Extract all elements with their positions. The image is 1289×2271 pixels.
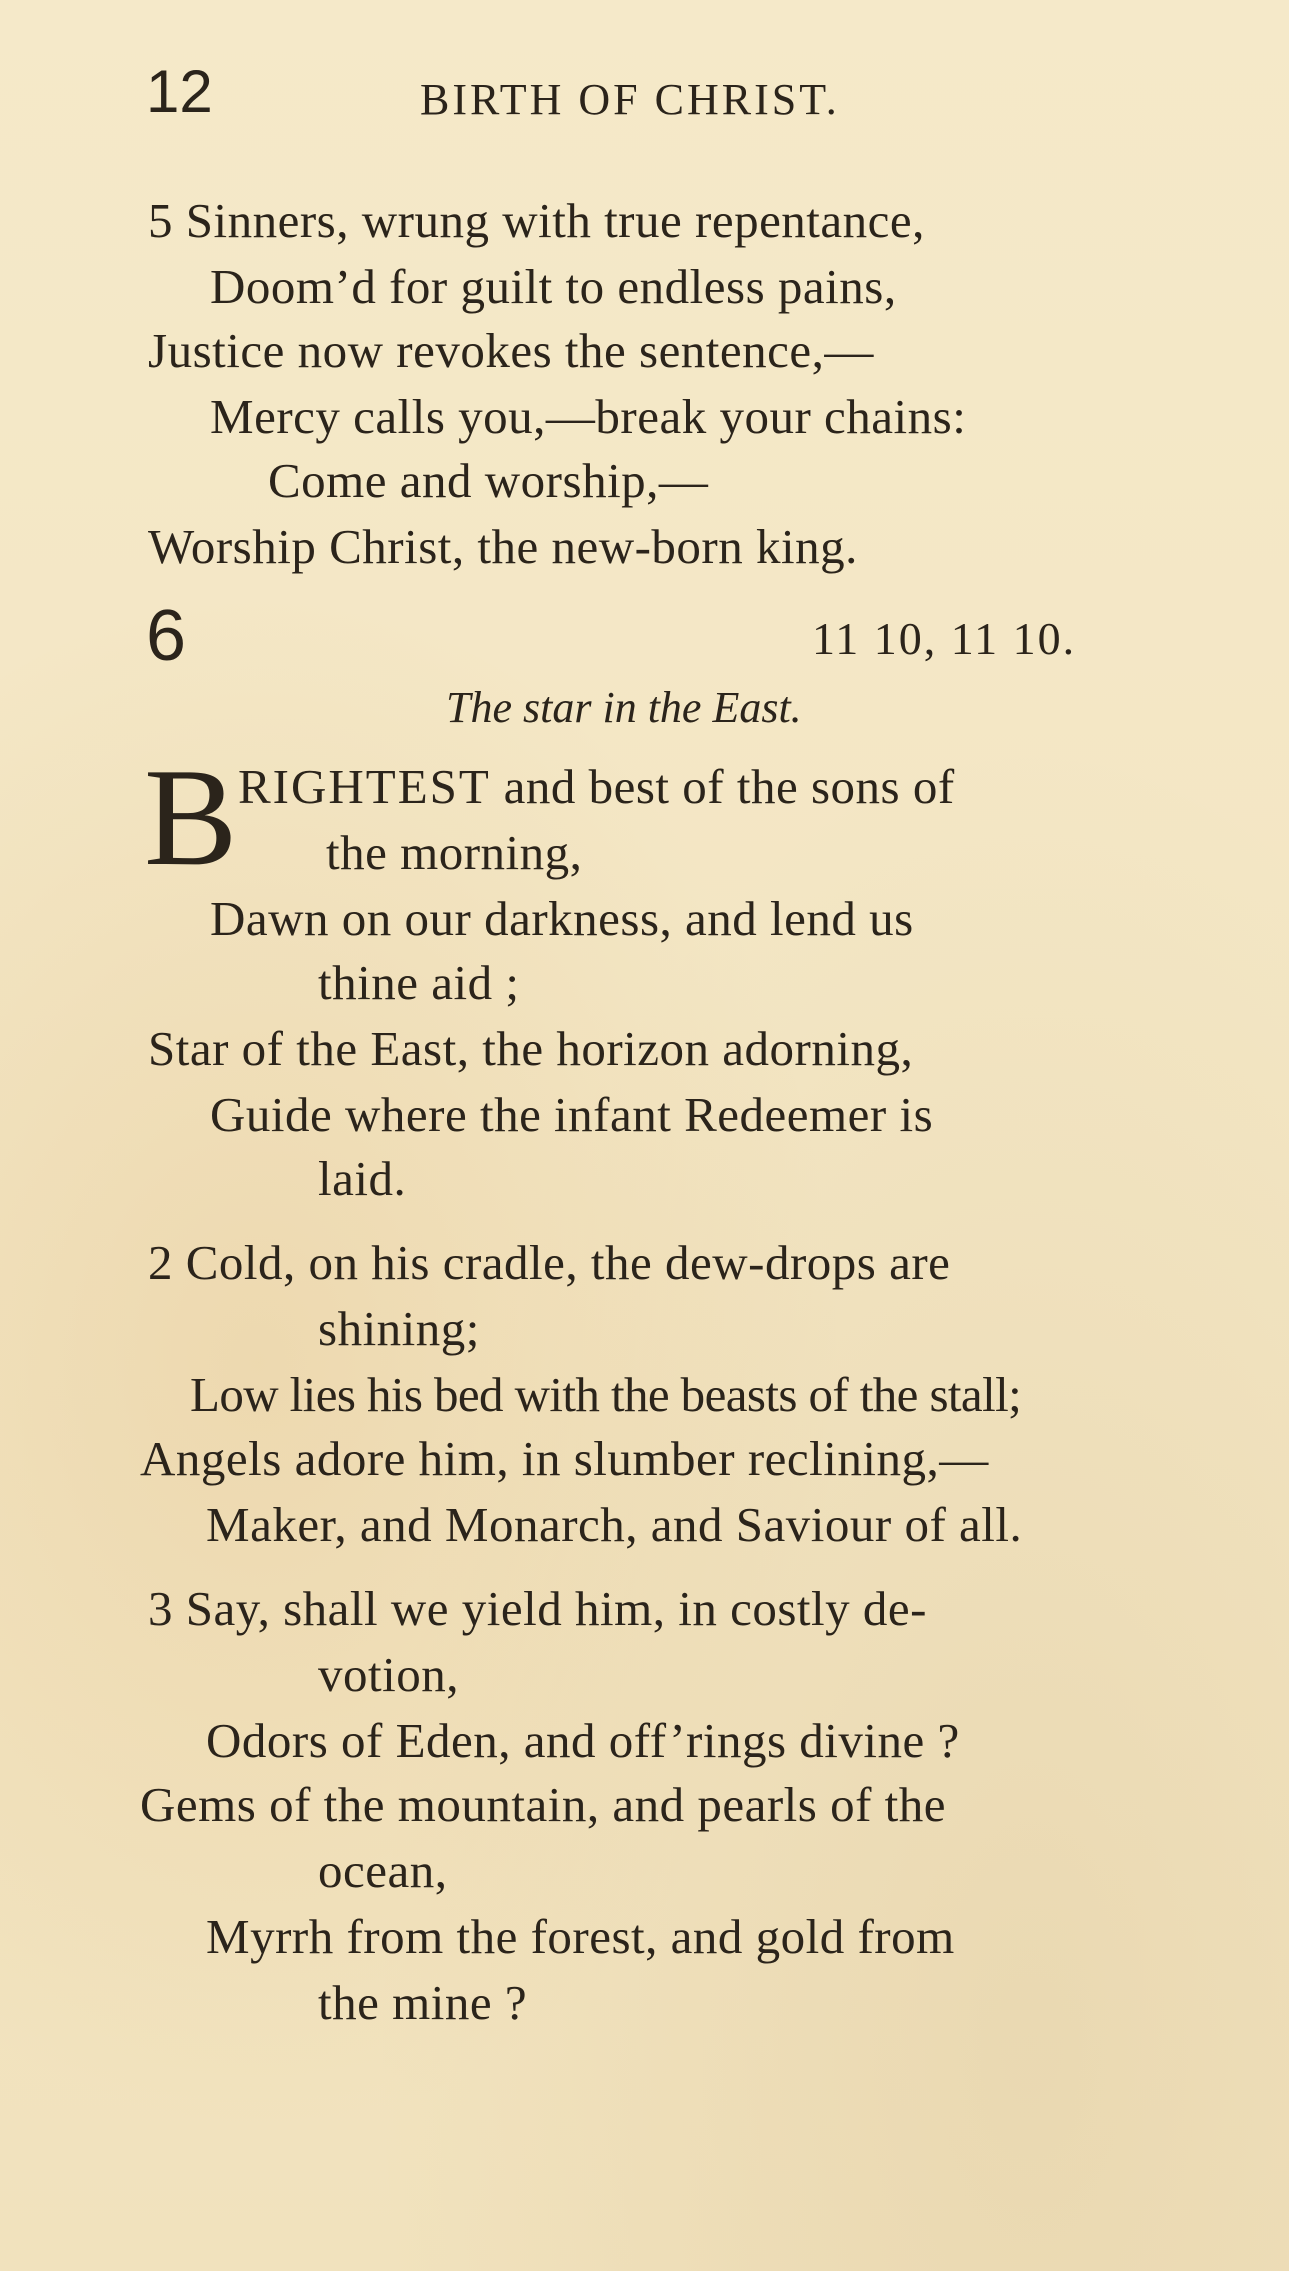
verse3-line-4: Gems of the mountain, and pearls of the — [140, 1777, 947, 1832]
verse1-line-5: Star of the East, the horizon adorning, — [148, 1021, 914, 1076]
verse2-line-3: Low lies his bed with the beasts of the stall; — [190, 1367, 1022, 1422]
hymn-subtitle: The star in the East. — [446, 683, 802, 732]
verse3-line-7: the mine ? — [318, 1975, 528, 2030]
verse1-line-7: laid. — [318, 1151, 407, 1206]
verse3-line-5: ocean, — [318, 1843, 448, 1898]
first-word: RIGHTEST — [238, 759, 491, 814]
hymn5-verse5-line-2: Doom’d for guilt to endless pains, — [210, 259, 897, 314]
hymn-meter: 11 10, 11 10. — [812, 613, 1077, 664]
verse1-line-3: Dawn on our darkness, and lend us — [210, 891, 914, 946]
hymn5-verse5-line-4: Mercy calls you,—break your chains: — [210, 389, 967, 444]
drop-cap: B — [144, 740, 238, 895]
verse3-line-6: Myrrh from the forest, and gold from — [206, 1909, 955, 1964]
verse3-line-3: Odors of Eden, and off’rings divine ? — [206, 1713, 960, 1768]
running-title: BIRTH OF CHRIST. — [420, 75, 840, 124]
verse3-line-2: votion, — [318, 1647, 459, 1702]
verse2-line-4: Angels adore him, in slumber reclining,— — [140, 1431, 989, 1486]
hymn5-verse5-line-5: Come and worship,— — [268, 453, 709, 508]
verse3-line-1: 3 Say, shall we yield him, in costly de- — [148, 1581, 927, 1636]
verse1-line-4: thine aid ; — [318, 955, 520, 1010]
hymn5-verse5-line-1: 5 Sinners, wrung with true repentance, — [148, 193, 925, 248]
verse2-line-5: Maker, and Monarch, and Saviour of all. — [206, 1497, 1023, 1552]
hymn5-verse5-line-6: Worship Christ, the new-born king. — [148, 519, 858, 574]
verse1-line-1 — [238, 759, 955, 814]
verse1-line-1-rest: and best of the sons of — [490, 759, 955, 814]
page-number: 12 — [146, 58, 213, 125]
verse2-line-1: 2 Cold, on his cradle, the dew-drops are — [148, 1235, 951, 1290]
hymn5-verse5-line-3: Justice now revokes the sentence,— — [148, 323, 874, 378]
hymn-number: 6 — [146, 596, 187, 676]
verse2-line-2: shining; — [318, 1301, 480, 1356]
verse1-line-6: Guide where the infant Redeemer is — [210, 1087, 934, 1142]
verse1-line-2: the morning, — [326, 825, 583, 880]
